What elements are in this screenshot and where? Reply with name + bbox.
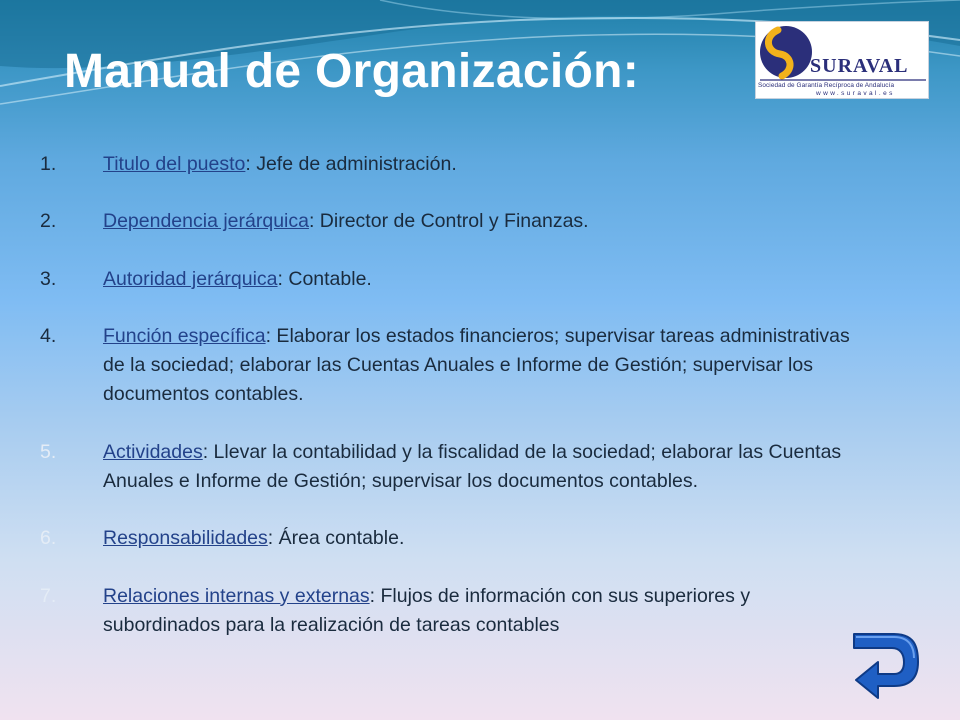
item-description: Director de Control y Finanzas. — [314, 210, 589, 233]
item-number: 6. — [40, 527, 57, 550]
item-separator: : — [202, 440, 209, 463]
item-label-link[interactable]: Actividades — [103, 440, 203, 463]
list-item — [40, 524, 880, 553]
logo-url: www.suraval.es — [816, 90, 895, 97]
organization-list — [40, 150, 880, 668]
list-item — [40, 582, 880, 641]
item-description: Elaborar los estados financieros; supervisar tareas administrativas de la sociedad; elaborar las Cuentas Anuales e Informe de Gestión; supervisar los documentos contables. — [103, 324, 850, 406]
return-arrow-icon[interactable] — [848, 628, 924, 700]
item-description: Jefe de administración. — [250, 153, 457, 175]
list-item — [40, 322, 880, 410]
item-label-link[interactable]: Función específica — [103, 324, 266, 347]
item-description: Llevar la contabilidad y la fiscalidad de la sociedad; elaborar las Cuentas Anuales e Informe de Gestión; supervisar los documentos contables. — [103, 440, 842, 493]
item-separator: : — [265, 324, 272, 347]
item-separator: : — [308, 210, 315, 233]
item-number: 1. — [40, 153, 57, 175]
item-separator: : — [245, 153, 251, 175]
item-number: 5. — [40, 440, 57, 463]
item-description: Flujos de información con sus superiores y subordinados para la realización de tareas contables — [103, 584, 751, 636]
logo-tagline: Sociedad de Garantía Recíproca de Andalucía — [758, 82, 895, 89]
logo-name: SURAVAL — [810, 55, 909, 77]
item-label-link[interactable]: Titulo del puesto — [103, 153, 246, 175]
item-label-link[interactable]: Dependencia jerárquica — [103, 210, 309, 233]
item-separator: : — [369, 584, 376, 607]
item-number: 4. — [40, 324, 57, 347]
item-number: 3. — [40, 267, 57, 290]
item-label-link[interactable]: Responsabilidades — [103, 527, 268, 550]
suraval-logo — [756, 22, 928, 98]
item-description: Contable. — [282, 267, 372, 290]
item-description: Área contable. — [273, 527, 405, 550]
item-number: 2. — [40, 210, 57, 233]
item-label-link[interactable]: Autoridad jerárquica — [103, 267, 278, 290]
item-separator: : — [277, 267, 283, 290]
item-number: 7. — [40, 584, 57, 607]
slide-title: Manual de Organización: — [64, 45, 639, 98]
item-label-link[interactable]: Relaciones internas y externas — [103, 584, 370, 607]
list-item — [40, 150, 880, 179]
list-item — [40, 438, 880, 497]
item-separator: : — [267, 527, 274, 550]
list-item — [40, 207, 880, 236]
list-item — [40, 265, 880, 294]
